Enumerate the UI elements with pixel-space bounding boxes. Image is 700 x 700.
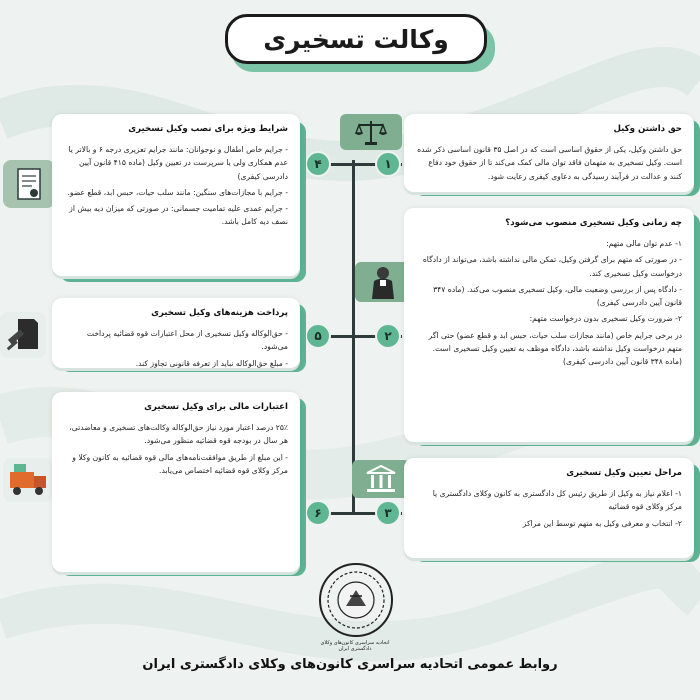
card-text: ۲- انتخاب و معرفی وکیل به متهم توسط این مراکز [522,518,682,528]
card-text: - جرایم با مجازات‌های سنگین: مانند سلب حیات، حبس ابد، قطع عضو. [67,187,288,197]
title-banner [225,14,495,72]
card-text: - دادگاه پس از بررسی وضعیت مالی، وکیل تسخیری منصوب می‌کند. (ماده ۳۴۷ قانون آیین دادرسی کیفری) [433,284,682,308]
card-text: - جرایم خاص اطفال و نوجوانان: مانند جرایم تعزیری درجه ۶ و بالاتر یا عدم همکاری ولی یا سرپرست در تعیین وکیل (ماده ۴۱۵ قانون آیین دادرسی کیفری) [68,145,288,181]
card-heading: پرداخت هزینه‌های وکیل تسخیری [151,308,288,318]
card-special-conditions [52,114,300,276]
card-text: ۱- اعلام نیاز به وکیل از طریق رئیس کل دادگستری به کانون وکلای دادگستری یا مرکز وکلای قوه قضائیه [432,489,682,512]
court-building-icon [352,460,410,498]
card-text: - حق‌الوکاله وکیل تسخیری از محل اعتبارات قوه قضائیه پرداخت می‌شود. [86,329,288,352]
card-heading: چه زمانی وکیل تسخیری منصوب می‌شود؟ [505,218,682,228]
card-text: ۲- ضرورت وکیل تسخیری بدون درخواست متهم: [529,314,682,324]
step-badge-6: ۶ [305,500,331,526]
card-text: ۲۵٪ درصد اعتبار مورد نیاز حق‌الوکاله وکالت‌های تسخیری و معاضدتی، هر سال در بودجه قوه قضائیه منظور می‌شود. [69,423,288,446]
bar-association-emblem [316,560,396,640]
document-icon [3,160,55,208]
card-appointment-steps [404,458,694,558]
card-text: ۱- عدم توان مالی متهم: [606,239,682,249]
card-fee-payment [52,298,300,368]
money-truck-icon [3,458,53,502]
card-text: در برخی جرایم خاص (مانند مجازات سلب حیات، حبس ابد و قطع عضو) حتی اگر متهم درخواست وکیل نداشته باشد، دادگاه موظف به تعیین وکیل تسخیری است. (ماده ۳۴۸ قانون آیین دادرسی کیفری) [428,330,682,367]
emblem-caption: اتحادیه سراسری کانون‌های وکلای دادگستری ایران [320,640,390,652]
page-title: وکالت تسخیری [225,14,487,64]
card-text: - در صورتی که متهم برای گرفتن وکیل، تمکن مالی نداشته باشد، می‌تواند از دادگاه درخواست وکیل تسخیری کند. [422,255,682,278]
card-text: - جرایم عمدی علیه تمامیت جسمانی: در صورتی که میزان دیه بیش از نصف دیه کامل باشد. [69,204,288,227]
judge-icon [355,262,411,302]
card-text: - این مبلغ از طریق موافقت‌نامه‌های مالی قوه قضائیه به کانون وکلا و مرکز وکلای قوه قضائیه اختصاص می‌یابد. [72,452,288,475]
scales-icon [340,114,402,150]
card-when-appointed [404,208,694,442]
gavel-document-icon [0,312,46,358]
card-heading: شرایط ویژه برای نصب وکیل تسخیری [128,124,288,134]
card-text: حق داشتن وکیل، یکی از حقوق اساسی است که در اصل ۳۵ قانون اساسی ذکر شده است. وکیل تسخیری به متهمان فاقد توان مالی کمک می‌کند تا از حقوق خود دفاع کنند و عدالت در فرآیند رسیدگی به دعاوی کیفری رعایت شود. [417,145,682,181]
card-heading: اعتبارات مالی برای وکیل تسخیری [144,402,288,412]
card-text: - مبلغ حق‌الوکاله نباید از تعرفه قانونی تجاوز کند. [135,358,288,368]
card-right-to-lawyer [404,114,694,192]
step-badge-1: ۱ [375,151,401,177]
footer-credit: روابط عمومی اتحادیه سراسری کانون‌های وکلای دادگستری ایران [142,657,558,672]
step-badge-2: ۲ [375,323,401,349]
card-heading: حق داشتن وکیل [613,124,682,134]
card-financial-credits [52,392,300,572]
card-heading: مراحل تعیین وکیل تسخیری [566,468,682,478]
step-badge-3: ۳ [375,500,401,526]
step-badge-5: ۵ [305,323,331,349]
step-badge-4: ۴ [305,151,331,177]
